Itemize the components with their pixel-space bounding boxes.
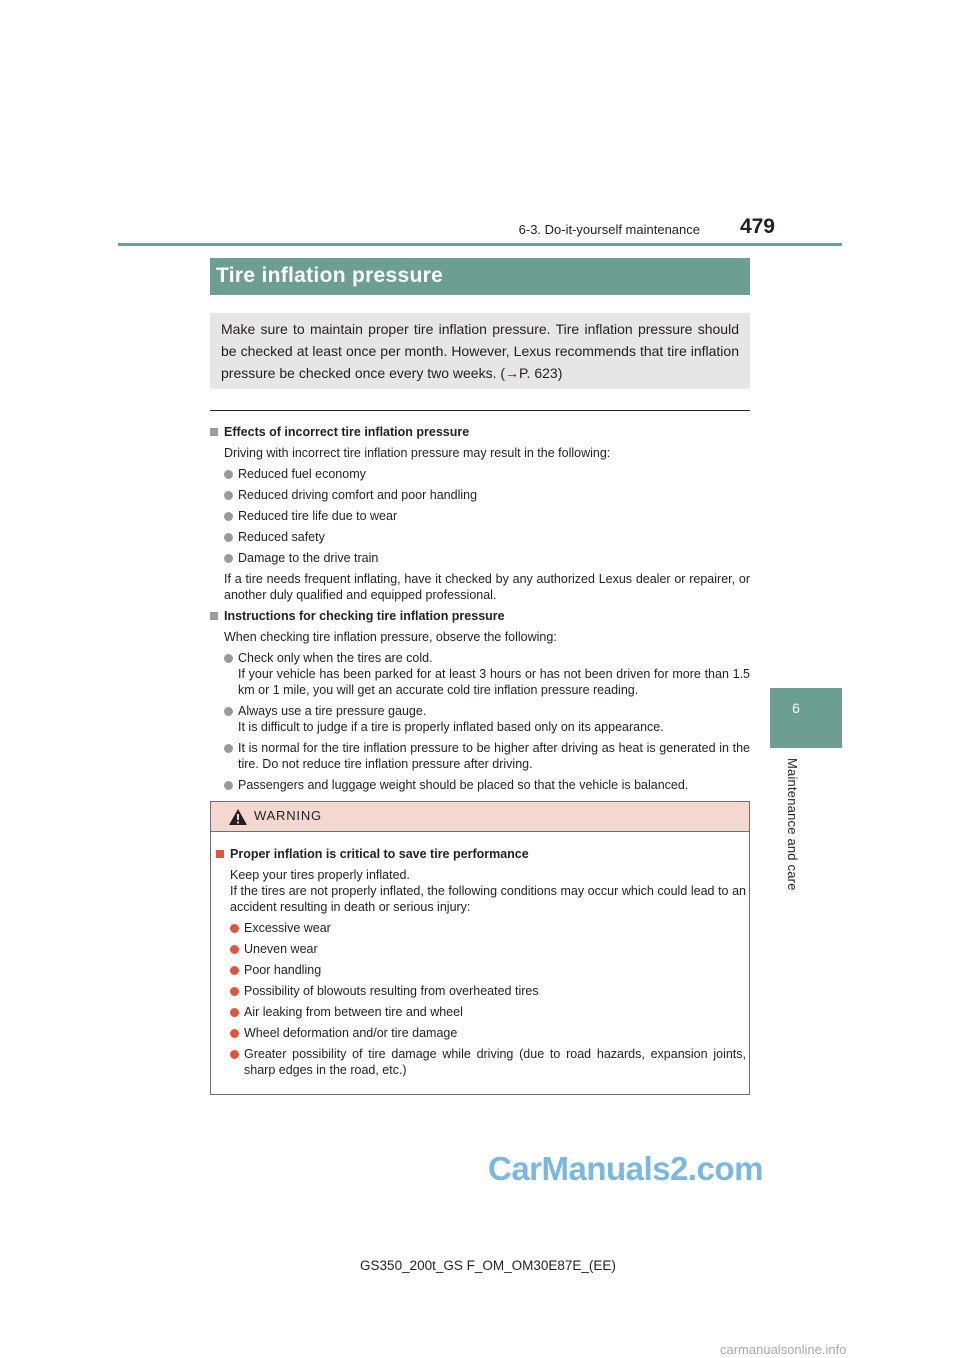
warning-item bbox=[216, 920, 746, 936]
list-item bbox=[210, 650, 750, 698]
circle-bullet-icon bbox=[230, 966, 239, 975]
circle-bullet-icon bbox=[224, 512, 233, 521]
section-heading-text: Instructions for checking tire inflation pressure bbox=[224, 609, 505, 623]
warning-item bbox=[216, 1004, 746, 1020]
page-title: Tire inflation pressure bbox=[216, 264, 444, 287]
warning-heading-text: Proper inflation is critical to save tire performance bbox=[230, 847, 529, 861]
warning-item-text: Air leaking from between tire and wheel bbox=[244, 1005, 463, 1019]
list-item-text: Damage to the drive train bbox=[238, 551, 379, 565]
warning-box bbox=[210, 801, 750, 1095]
square-bullet-icon bbox=[210, 612, 218, 620]
circle-bullet-icon bbox=[224, 491, 233, 500]
list-item bbox=[210, 529, 750, 545]
section-heading-text: Effects of incorrect tire inflation pressure bbox=[224, 425, 470, 439]
warning-item-text: Uneven wear bbox=[244, 942, 318, 956]
warning-item-text: Wheel deformation and/or tire damage bbox=[244, 1026, 458, 1040]
warning-item-text: Greater possibility of tire damage while driving (due to road hazards, expansion joints, sharp edges in the road, etc.) bbox=[244, 1047, 746, 1077]
section-heading bbox=[210, 608, 750, 624]
warning-item bbox=[216, 983, 746, 999]
circle-bullet-icon bbox=[224, 470, 233, 479]
warning-item bbox=[216, 1046, 746, 1078]
chapter-tab bbox=[770, 688, 842, 748]
circle-bullet-icon bbox=[224, 533, 233, 542]
warning-item-text: Possibility of blowouts resulting from overheated tires bbox=[244, 984, 539, 998]
warning-item bbox=[216, 941, 746, 957]
watermark-url: carmanualsonline.info bbox=[720, 1342, 847, 1357]
list-item bbox=[210, 740, 750, 772]
list-item bbox=[210, 487, 750, 503]
circle-bullet-icon bbox=[224, 744, 233, 753]
section-note: If a tire needs frequent inflating, have it checked by any authorized Lexus dealer or repairer, or another duly qualified and equipped professional. bbox=[224, 572, 750, 602]
running-header-section: 6-3. Do-it-yourself maintenance bbox=[518, 222, 700, 237]
list-item-text: Reduced driving comfort and poor handling bbox=[238, 488, 478, 502]
section-lead: Driving with incorrect tire inflation pressure may result in the following: bbox=[224, 446, 611, 460]
list-item-text: Reduced safety bbox=[238, 530, 325, 544]
chapter-label-container bbox=[784, 758, 804, 898]
warning-title: WARNING bbox=[254, 808, 322, 823]
circle-bullet-icon bbox=[230, 987, 239, 996]
page-number: 479 bbox=[739, 215, 775, 238]
list-item bbox=[210, 466, 750, 482]
list-item bbox=[210, 703, 750, 735]
watermark-logo: CarManuals2.com bbox=[488, 1150, 763, 1187]
warning-header bbox=[211, 802, 749, 832]
list-item-text: Passengers and luggage weight should be placed so that the vehicle is balanced. bbox=[238, 778, 689, 792]
chapter-label: Maintenance and care bbox=[785, 758, 800, 891]
warning-item bbox=[216, 962, 746, 978]
list-item-text: Reduced fuel economy bbox=[238, 467, 366, 481]
header-rule bbox=[118, 243, 842, 246]
circle-bullet-icon bbox=[224, 781, 233, 790]
list-item-text: Reduced tire life due to wear bbox=[238, 509, 398, 523]
list-item bbox=[210, 508, 750, 524]
warning-heading bbox=[216, 846, 746, 862]
circle-bullet-icon bbox=[224, 554, 233, 563]
list-item-text: Always use a tire pressure gauge. It is difficult to judge if a tire is properly inflated based only on its appearance. bbox=[238, 704, 664, 734]
list-item-text: It is normal for the tire inflation pressure to be higher after driving as heat is generated in the tire. Do not reduce tire inflation pressure after driving. bbox=[238, 741, 750, 771]
footer-code: GS350_200t_GS F_OM_OM30E87E_(EE) bbox=[360, 1258, 616, 1273]
warning-lead: Keep your tires properly inflated. If the tires are not properly inflated, the following conditions may occur which could lead to an accident resulting in death or serious injury: bbox=[230, 868, 746, 914]
list-item bbox=[210, 777, 750, 793]
list-item-text: Check only when the tires are cold. If your vehicle has been parked for at least 3 hours or has not been driven for more than 1.5 km or 1 mile, you will get an accurate cold tire inflation pressure reading. bbox=[238, 651, 750, 697]
list-item bbox=[210, 550, 750, 566]
warning-item-text: Poor handling bbox=[244, 963, 322, 977]
circle-bullet-icon bbox=[230, 1029, 239, 1038]
square-bullet-icon bbox=[210, 428, 218, 436]
circle-bullet-icon bbox=[230, 924, 239, 933]
intro-box bbox=[210, 313, 750, 389]
warning-content bbox=[216, 842, 746, 1078]
circle-bullet-icon bbox=[230, 945, 239, 954]
warning-item bbox=[216, 1025, 746, 1041]
intro-text: Make sure to maintain proper tire inflation pressure. Tire inflation pressure should be checked at least once per month. However, Lexus recommends that tire inflation pressure be checked once every two weeks. (→P. 623) bbox=[221, 321, 739, 381]
main-content bbox=[210, 420, 750, 793]
section-heading bbox=[210, 424, 750, 440]
circle-bullet-icon bbox=[230, 1008, 239, 1017]
section-lead: When checking tire inflation pressure, observe the following: bbox=[224, 630, 557, 644]
chapter-number: 6 bbox=[792, 700, 800, 716]
section-divider bbox=[210, 410, 750, 411]
warning-item-text: Excessive wear bbox=[244, 921, 331, 935]
circle-bullet-icon bbox=[224, 654, 233, 663]
circle-bullet-icon bbox=[224, 707, 233, 716]
circle-bullet-icon bbox=[230, 1050, 239, 1059]
title-bar bbox=[210, 258, 750, 295]
warning-triangle-icon bbox=[228, 808, 248, 826]
square-bullet-icon bbox=[216, 850, 224, 858]
